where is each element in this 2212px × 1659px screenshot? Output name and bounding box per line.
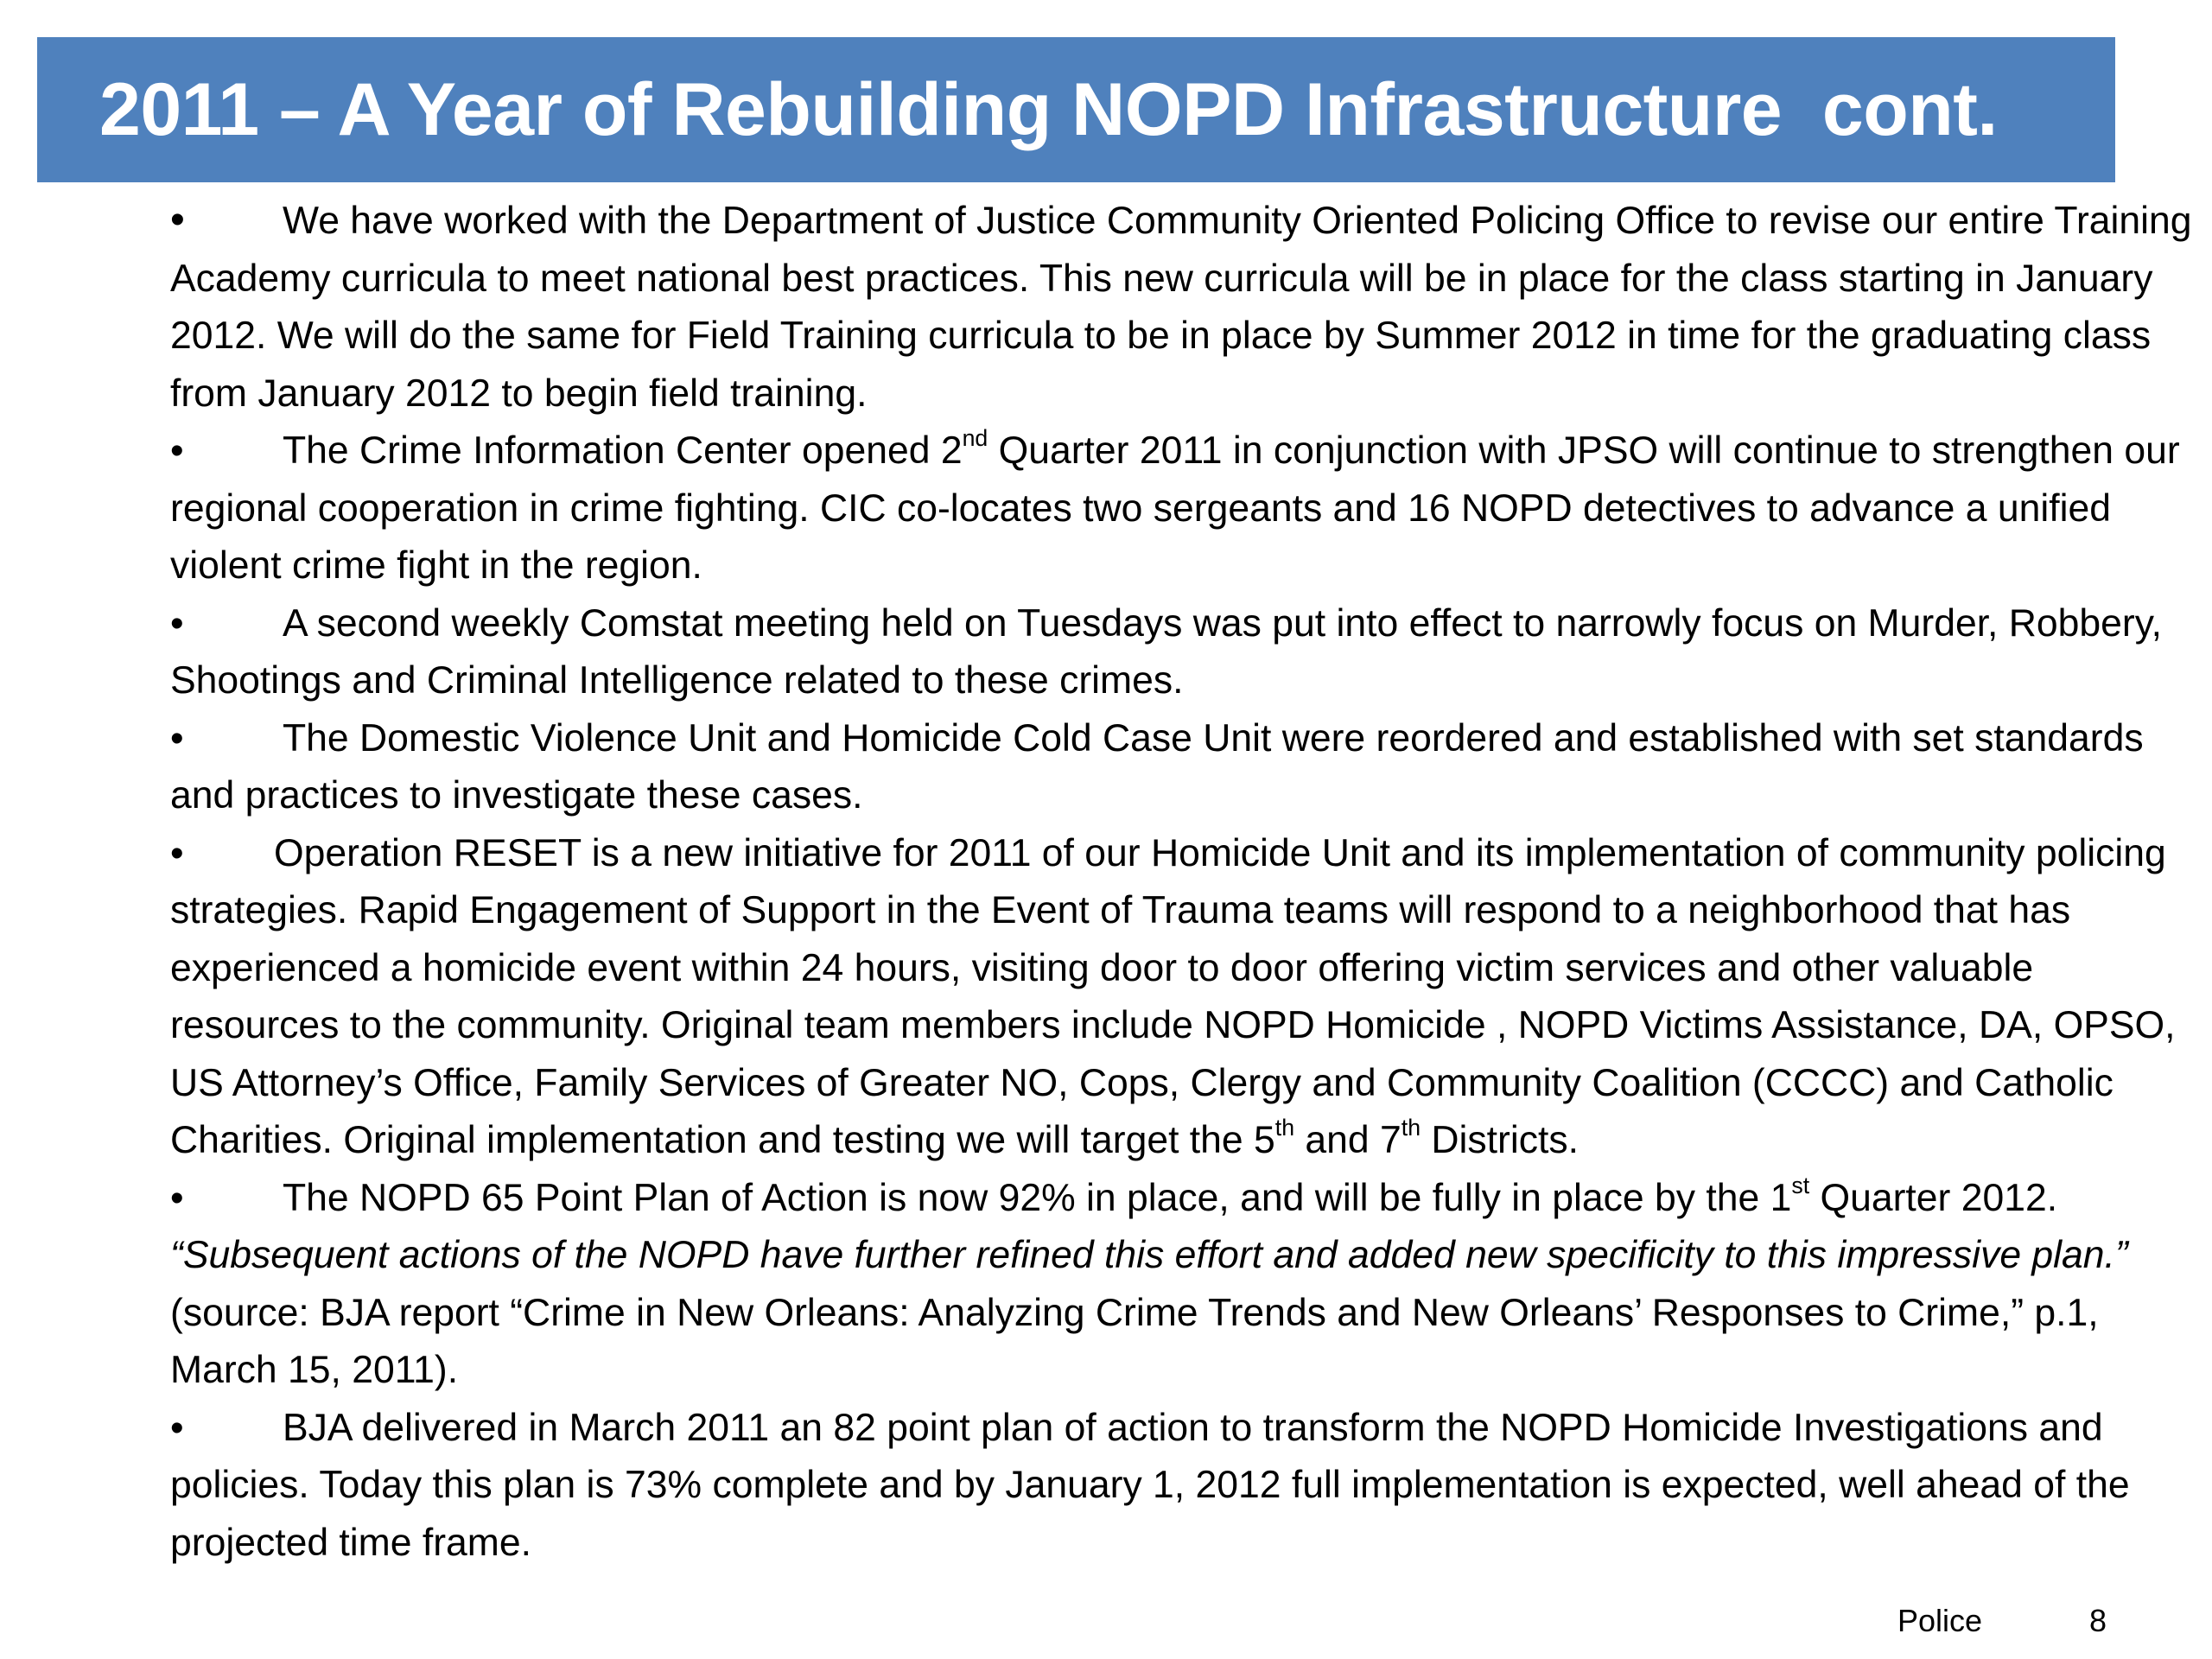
bullet-item-bja-82-point-plan (170, 1400, 2192, 1573)
bullet-text: The Crime Information Center opened 2 (283, 429, 963, 472)
bullet-text: Quarter 2011 in conjunction with JPSO will continue to strengthen our regional cooperation in crime fighting. CIC co-locates two sergeants and 16 NOPD detectives to advance a unified violent crime fight in the region. (170, 429, 2180, 587)
bullet-text: We have worked with the Department of Justice Community Oriented Policing Office to revise our entire Training Academy curricula to meet national best practices. This new curricula will be in place for the class starting in January 2012. We will do the same for Field Training curricula to be in place by Summer 2012 in time for the graduating class from January 2012 to begin field training. (170, 200, 2192, 415)
bullet-item-crime-information-center (170, 423, 2192, 595)
bullet-text: and 7 (1294, 1119, 1402, 1161)
bullet-icon: • (170, 1176, 184, 1219)
bullet-icon: • (170, 1406, 184, 1449)
bullet-icon: • (170, 601, 184, 645)
bullet-icon: • (170, 716, 184, 760)
bullet-item-domestic-violence-unit (170, 710, 2192, 825)
bullet-text: The NOPD 65 Point Plan of Action is now 92% in place, and will be fully in place by the 1 (283, 1176, 1792, 1219)
bullet-item-training (170, 192, 2192, 423)
bullet-item-comstat (170, 595, 2192, 710)
quote-text: “Subsequent actions of the NOPD have further refined this effort and added new specificity to this impressive plan.” (170, 1234, 2128, 1276)
bullet-text: Districts. (1421, 1119, 1579, 1161)
bullet-text: Operation RESET is a new initiative for 2011 of our Homicide Unit and its implementation of community policing strategies. Rapid Engagement of Support in the Event of Trauma teams will respond to a neighborhood that has experienced a homicide event within 24 hours, visiting door to door offering victim services and other valuable resources to the community. Original team members include NOPD Homicide , NOPD Victims Assistance, DA, OPSO, US Attorney’s Office, Family Services of Greater NO, Cops, Clergy and Community Coalition (CCCC) and Catholic Charities. Original implementation and testing we will target the 5 (170, 831, 2176, 1161)
bullet-item-operation-reset (170, 825, 2192, 1170)
bullet-list (170, 192, 2192, 1572)
superscript: th (1401, 1114, 1421, 1141)
bullet-icon: • (170, 197, 185, 243)
title-bar (37, 37, 2115, 182)
superscript: th (1274, 1114, 1295, 1141)
superscript: nd (962, 424, 988, 451)
bullet-icon: • (170, 831, 184, 874)
slide-title: 2011 – A Year of Rebuilding NOPD Infrastructure cont. (99, 68, 1998, 151)
bullet-text: A second weekly Comstat meeting held on Tuesdays was put into effect to narrowly focus on Murder, Robbery, Shootings and Criminal Intelligence related to these crimes. (170, 601, 2163, 702)
bullet-icon: • (170, 429, 184, 472)
footer-label: Police (1897, 1603, 1983, 1638)
page-number: 8 (2089, 1603, 2107, 1638)
source-citation: (source: BJA report “Crime in New Orleans: Analyzing Crime Trends and New Orleans’ Responses to Crime,” p.1, March 15, 2011). (170, 1291, 2099, 1391)
superscript: st (1791, 1172, 1810, 1198)
bullet-item-65-point-plan (170, 1170, 2192, 1400)
bullet-text: The Domestic Violence Unit and Homicide Cold Case Unit were reordered and established with set standards and practices to investigate these cases. (170, 716, 2144, 817)
bullet-text: BJA delivered in March 2011 an 82 point plan of action to transform the NOPD Homicide Investigations and policies. Today this plan is 73% complete and by January 1, 2012 full implementation is expected, well ahead of the projected time frame. (170, 1406, 2130, 1564)
bullet-text: Quarter 2012. (1809, 1176, 2058, 1219)
